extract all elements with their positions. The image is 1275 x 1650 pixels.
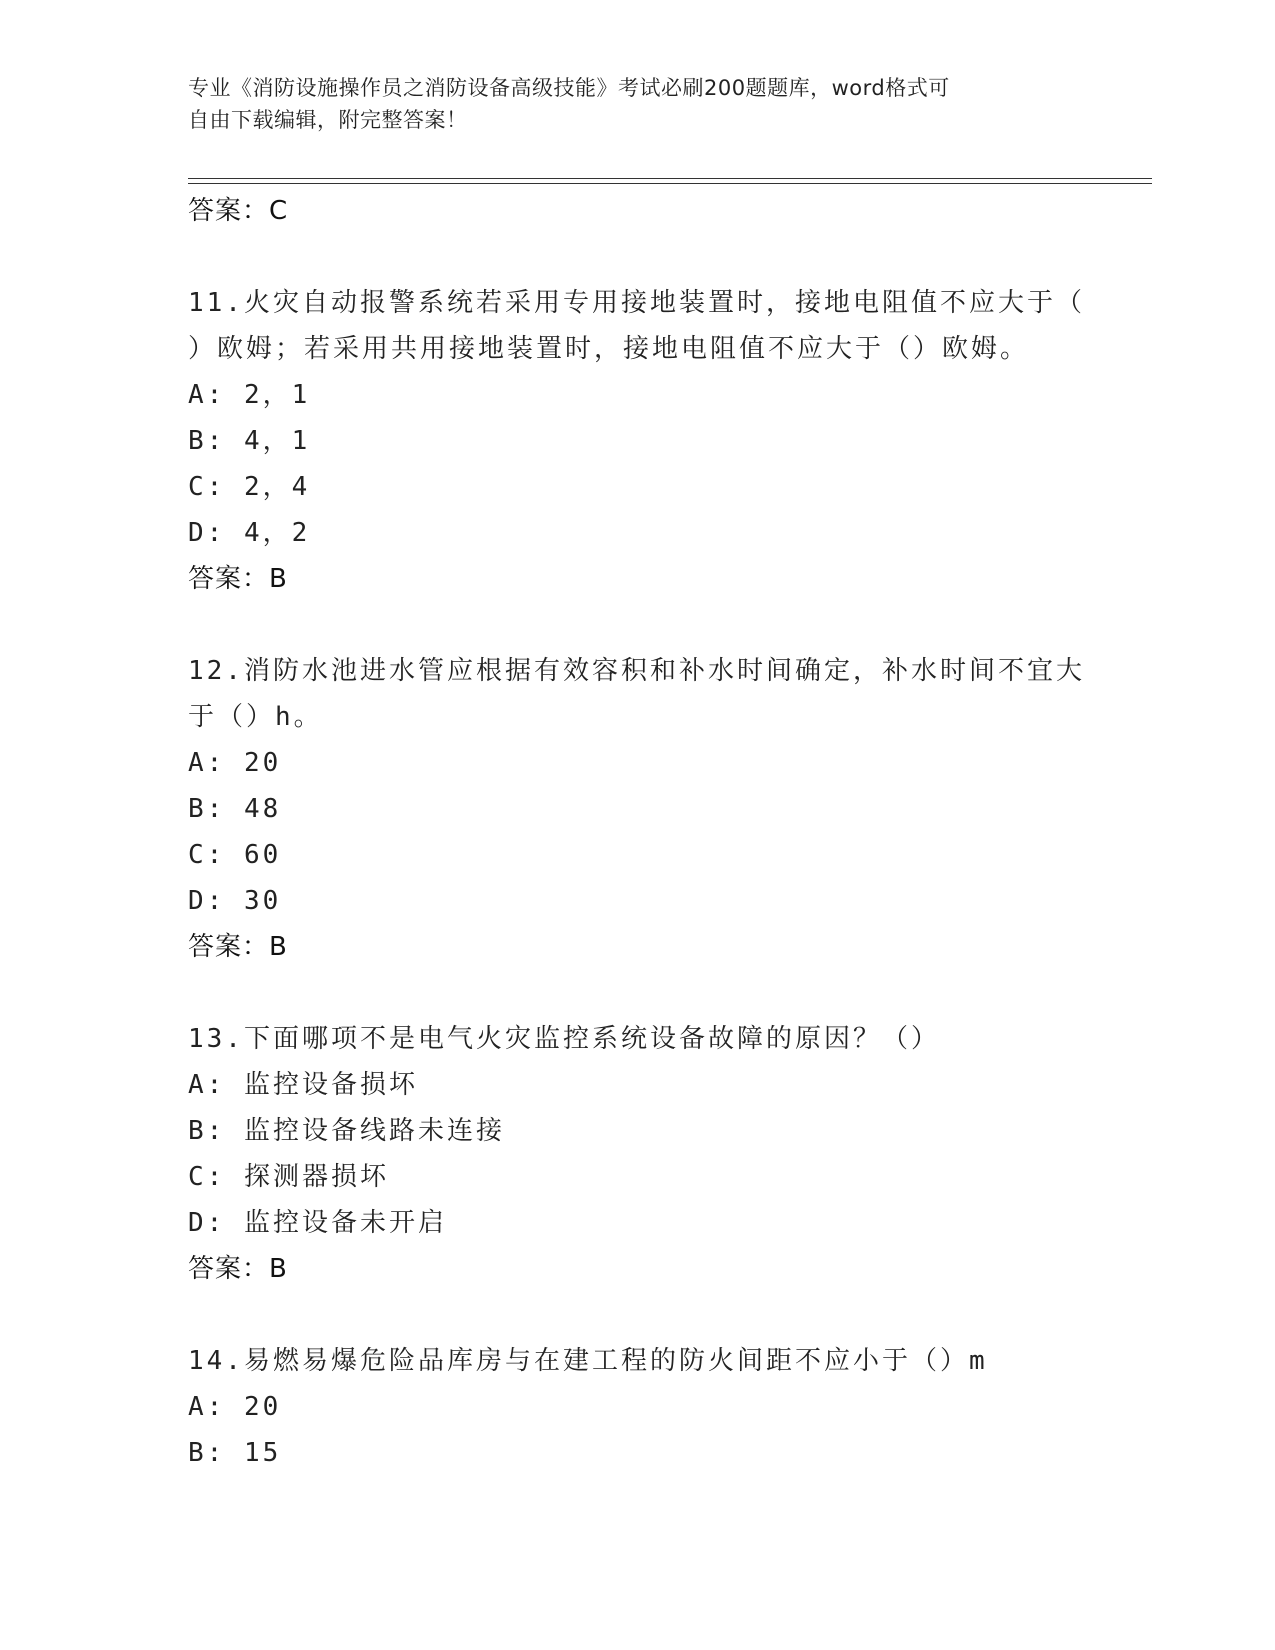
option-a: [188, 372, 1088, 418]
option-d: [188, 878, 1088, 924]
option-letter: C:: [188, 840, 226, 870]
spacer: [188, 602, 1088, 648]
spacer: [188, 970, 1088, 1016]
option-d: [188, 1200, 1088, 1246]
option-b: [188, 418, 1088, 464]
header-line-2: 自由下载编辑，附完整答案！: [188, 108, 468, 132]
option-d: [188, 510, 1088, 556]
option-letter: B:: [188, 426, 226, 456]
option-b: [188, 786, 1088, 832]
option-letter: B:: [188, 1116, 226, 1146]
question-list: [188, 188, 1088, 1476]
option-c: [188, 464, 1088, 510]
option-text: 48: [243, 794, 282, 824]
question-text-line: 11.火灾自动报警系统若采用专用接地装置时，接地电阻值不应大于（: [188, 288, 1085, 318]
answer-line: 答案：B: [188, 1254, 288, 1284]
option-letter: A:: [188, 1392, 226, 1422]
option-letter: C:: [188, 1162, 226, 1192]
option-c: [188, 1154, 1088, 1200]
question-text-line: 于（）h。: [188, 702, 323, 732]
option-text: 15: [243, 1438, 282, 1468]
spacer: [188, 234, 1088, 280]
option-letter: B:: [188, 794, 226, 824]
answer-line: 答案：B: [188, 564, 288, 594]
option-text: 探测器损坏: [243, 1162, 389, 1192]
option-letter: D:: [188, 518, 226, 548]
header-divider-top: [188, 178, 1152, 179]
option-a: [188, 740, 1088, 786]
question-text-line: 14.易燃易爆危险品库房与在建工程的防火间距不应小于（）m: [188, 1346, 988, 1376]
option-letter: A:: [188, 1070, 226, 1100]
question-12: [188, 648, 1088, 970]
option-text: 监控设备未开启: [243, 1208, 447, 1238]
question-14: [188, 1338, 1088, 1476]
question-13: [188, 1016, 1088, 1292]
option-letter: B:: [188, 1438, 226, 1468]
option-a: [188, 1384, 1088, 1430]
option-text: 20: [243, 748, 282, 778]
option-letter: D:: [188, 1208, 226, 1238]
option-a: [188, 1062, 1088, 1108]
option-text: 30: [243, 886, 282, 916]
option-text: 60: [243, 840, 282, 870]
spacer: [188, 1292, 1088, 1338]
option-text: 2，4: [243, 472, 311, 502]
option-text: 2，1: [243, 380, 311, 410]
option-letter: A:: [188, 380, 226, 410]
option-text: 4，2: [243, 518, 311, 548]
answer-line: 答案：B: [188, 932, 288, 962]
option-text: 20: [243, 1392, 282, 1422]
document-header: [188, 72, 1068, 136]
option-text: 监控设备损坏: [243, 1070, 418, 1100]
option-c: [188, 832, 1088, 878]
option-text: 4，1: [243, 426, 311, 456]
question-text-line: 13.下面哪项不是电气火灾监控系统设备故障的原因？（）: [188, 1024, 940, 1054]
answer-line: 答案：C: [188, 196, 289, 226]
question-text-line: 12.消防水池进水管应根据有效容积和补水时间确定，补水时间不宜大: [188, 656, 1085, 686]
option-b: [188, 1108, 1088, 1154]
question-11: [188, 280, 1088, 602]
header-divider-bottom: [188, 183, 1152, 184]
option-letter: D:: [188, 886, 226, 916]
option-letter: A:: [188, 748, 226, 778]
header-line-1: 专业《消防设施操作员之消防设备高级技能》考试必刷200题题库，word格式可: [188, 76, 950, 100]
option-letter: C:: [188, 472, 226, 502]
question-text-line: ）欧姆；若采用共用接地装置时，接地电阻值不应大于（）欧姆。: [188, 334, 1030, 364]
option-b: [188, 1430, 1088, 1476]
option-text: 监控设备线路未连接: [243, 1116, 505, 1146]
